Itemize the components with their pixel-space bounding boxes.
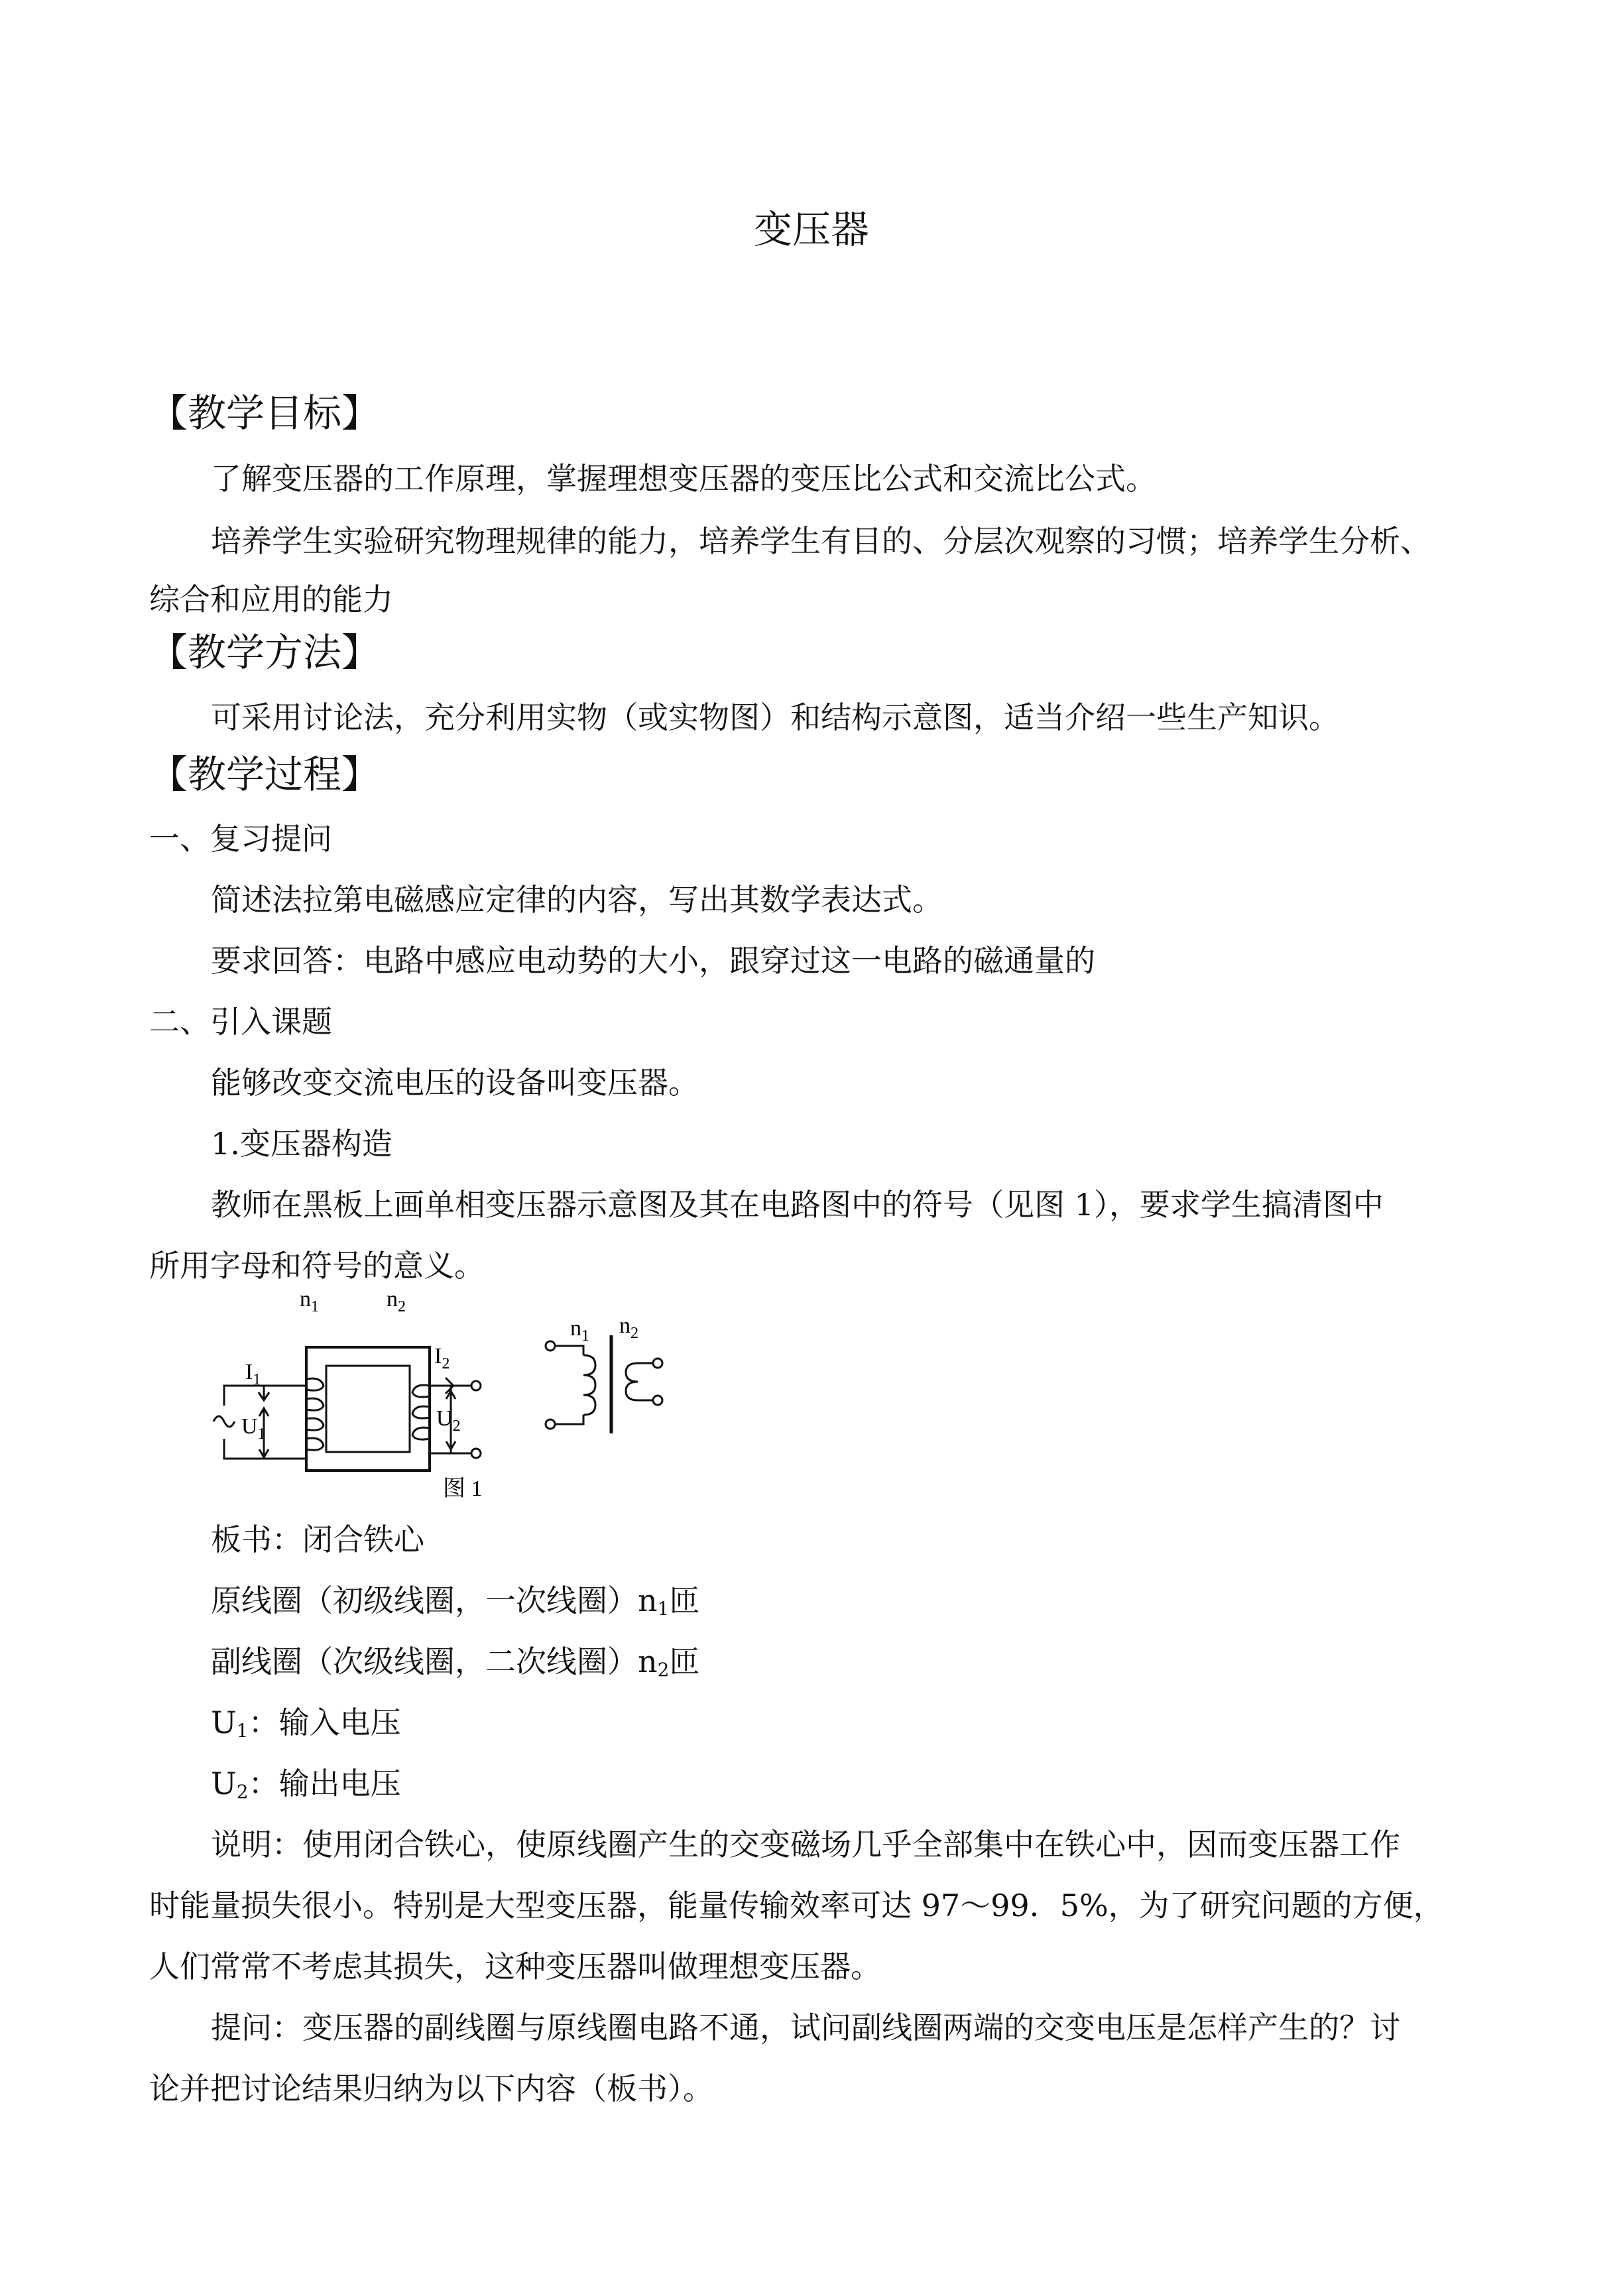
- terminal-icon: [546, 1420, 555, 1429]
- label-n1: $n_1$: [300, 1287, 319, 1315]
- ac-source-icon: [213, 1416, 235, 1427]
- label-U1: $U_1$: [241, 1414, 266, 1443]
- secondary-coil-icon: [412, 1385, 430, 1439]
- paragraph: 要求回答：电路中感应电动势的大小，跟穿过这一电路的磁通量的: [211, 943, 1095, 979]
- paragraph: $U_1$：输入电压: [211, 1705, 401, 1742]
- label-I1: $I_1$: [245, 1360, 261, 1388]
- paragraph: 可采用讨论法，充分利用实物（或实物图）和结构示意图，适当介绍一些生产知识。: [211, 699, 1339, 735]
- paragraph: 说明：使用闭合铁心，使原线圈产生的交变磁场几乎全部集中在铁心中，因而变压器工作: [211, 1827, 1400, 1862]
- paragraph: 板书：闭合铁心: [211, 1522, 424, 1557]
- paragraph: $U_2$：输出电压: [211, 1766, 401, 1803]
- paragraph: 人们常常不考虑其损失，这种变压器叫做理想变压器。: [149, 1949, 881, 1984]
- label-symbol-n2: $n_2$: [619, 1313, 638, 1342]
- paragraph: 所用字母和符号的意义。: [149, 1248, 485, 1284]
- paragraph: 时能量损失很小。特别是大型变压器，能量传输效率可达 97～99．5%，为了研究问题的方便，: [149, 1888, 1444, 1923]
- section-heading-process: 【教学过程】: [149, 752, 381, 797]
- paragraph: 论并把讨论结果归纳为以下内容（板书）。: [149, 2071, 713, 2106]
- paragraph: 1.变压器构造: [211, 1126, 392, 1162]
- primary-coil-symbol-icon: [583, 1355, 595, 1415]
- primary-coil-icon: [306, 1378, 324, 1450]
- primary-wire-top: [224, 1386, 306, 1406]
- subheading: 一、复习提问: [149, 821, 332, 857]
- section-heading-objectives: 【教学目标】: [149, 391, 381, 436]
- secondary-coil-symbol-icon: [626, 1363, 638, 1400]
- label-n2: $n_2$: [387, 1287, 406, 1315]
- paragraph: 教师在黑板上画单相变压器示意图及其在电路图中的符号（见图 1），要求学生搞清图中: [211, 1187, 1384, 1223]
- terminal-icon: [653, 1396, 662, 1405]
- paragraph: 原线圈（初级线圈，一次线圈）$n_1$匝: [211, 1583, 700, 1620]
- paragraph: 简述法拉第电磁感应定律的内容，写出其数学表达式。: [211, 882, 943, 918]
- paragraph: 培养学生实验研究物理规律的能力，培养学生有目的、分层次观察的习惯；培养学生分析、: [211, 523, 1431, 559]
- paragraph: 提问：变压器的副线圈与原线圈电路不通，试问副线圈两端的交变电压是怎样产生的？讨: [211, 2010, 1400, 2045]
- paragraph: 副线圈（次级线圈，二次线圈）$n_2$匝: [211, 1644, 700, 1681]
- paragraph: 了解变压器的工作原理，掌握理想变压器的变压比公式和交流比公式。: [211, 461, 1156, 497]
- paragraph: 能够改变交流电压的设备叫变压器。: [211, 1065, 699, 1101]
- label-U2: $U_2$: [436, 1406, 461, 1435]
- subheading: 二、引入课题: [149, 1004, 332, 1040]
- terminal-icon: [471, 1381, 481, 1390]
- figure-caption: 图 1: [443, 1477, 483, 1501]
- transformer-figure: [199, 1280, 703, 1505]
- paragraph: 综合和应用的能力: [149, 581, 393, 617]
- iron-core-inner: [326, 1366, 410, 1452]
- label-symbol-n1: $n_1$: [570, 1316, 589, 1345]
- label-I2: $I_2$: [434, 1344, 450, 1372]
- section-heading-methods: 【教学方法】: [149, 630, 381, 675]
- terminal-icon: [546, 1341, 555, 1351]
- terminal-icon: [471, 1449, 481, 1458]
- terminal-icon: [653, 1359, 662, 1368]
- page-title: 变压器: [753, 207, 869, 252]
